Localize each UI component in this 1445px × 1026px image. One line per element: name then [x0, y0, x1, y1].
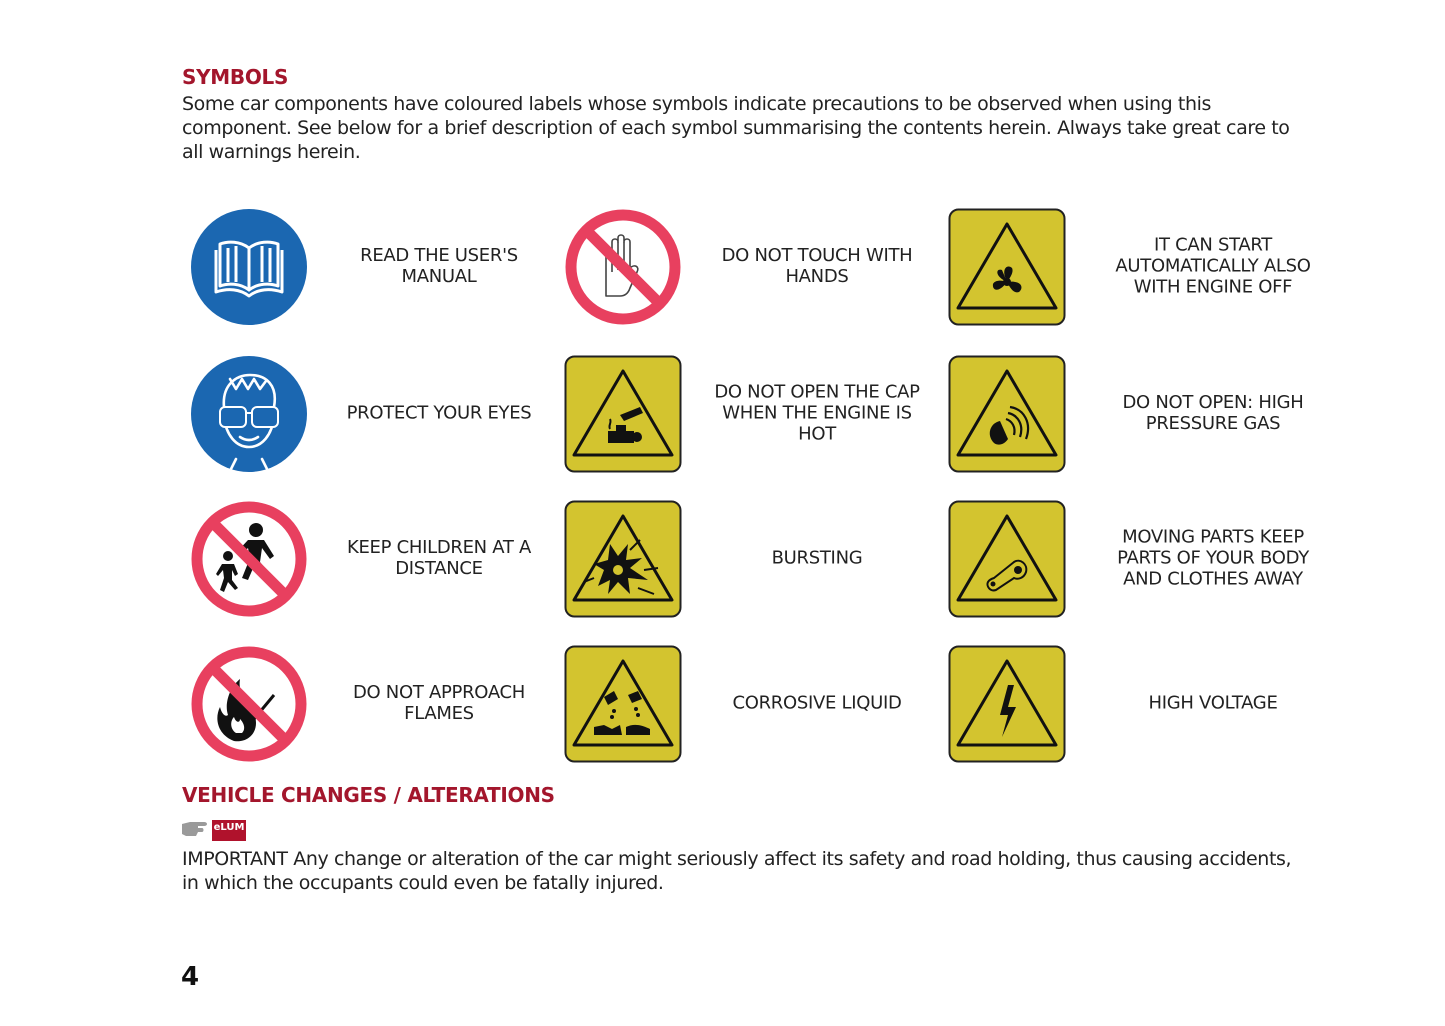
symbol-label: HIGH VOLTAGE	[1148, 692, 1278, 714]
symbols-intro: Some car components have coloured labels whose symbols indicate precautions to be observed when using this component. See below for a brief description of each symbol summarising the contents herein. Always take great care to all warnings herein.	[182, 93, 1290, 163]
symbol-label: MOVING PARTS KEEP PARTS OF YOUR BODY AND CLOTHES AWAY	[1117, 526, 1309, 590]
no-touch-hands-icon	[564, 208, 682, 326]
alterations-heading: VEHICLE CHANGES / ALTERATIONS	[182, 783, 555, 807]
eye-protection-icon	[190, 355, 308, 473]
symbol-label: KEEP CHILDREN AT A DISTANCE	[346, 537, 532, 579]
no-children-icon	[190, 500, 308, 618]
no-flames-icon	[190, 645, 308, 763]
manual-reference	[182, 818, 246, 842]
moving-parts-icon	[948, 500, 1066, 618]
symbol-label: DO NOT TOUCH WITH HANDS	[721, 245, 913, 287]
symbol-label: DO NOT APPROACH FLAMES	[352, 682, 526, 724]
symbol-label: READ THE USER'S MANUAL	[360, 245, 518, 287]
elum-badge: eLUM	[212, 818, 246, 841]
symbol-label: IT CAN START AUTOMATICALLY ALSO WITH ENGINE OFF	[1115, 234, 1311, 298]
corrosive-liquid-icon	[564, 645, 682, 763]
bursting-icon	[564, 500, 682, 618]
read-manual-icon	[190, 208, 308, 326]
hot-cap-icon	[564, 355, 682, 473]
symbol-label: DO NOT OPEN THE CAP WHEN THE ENGINE IS HOT	[714, 381, 920, 445]
fan-auto-start-icon	[948, 208, 1066, 326]
symbol-label: CORROSIVE LIQUID	[732, 692, 902, 714]
symbols-heading: SYMBOLS	[182, 65, 289, 89]
high-voltage-icon	[948, 645, 1066, 763]
symbol-label: PROTECT YOUR EYES	[346, 402, 532, 424]
symbol-label: BURSTING	[771, 547, 863, 569]
high-pressure-gas-icon	[948, 355, 1066, 473]
alterations-text: IMPORTANT Any change or alteration of the car might seriously affect its safety and road holding, thus causing accidents, in which the occupants could even be fatally injured.	[182, 848, 1292, 894]
symbol-label: DO NOT OPEN: HIGH PRESSURE GAS	[1122, 392, 1304, 434]
page-number: 4	[181, 962, 200, 992]
